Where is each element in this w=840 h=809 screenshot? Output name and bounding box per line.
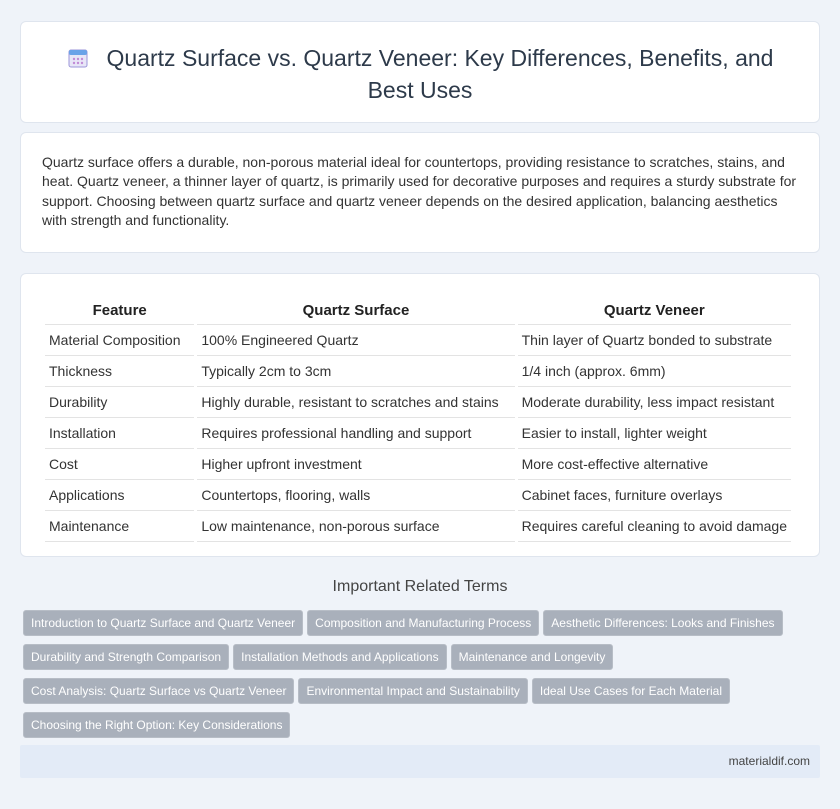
table-cell: Countertops, flooring, walls bbox=[197, 480, 514, 511]
table-row bbox=[45, 418, 791, 449]
related-term-tag[interactable]: Environmental Impact and Sustainability bbox=[298, 678, 527, 704]
page-title-text: Quartz Surface vs. Quartz Veneer: Key Differences, Benefits, and Best Uses bbox=[106, 45, 774, 103]
comparison-card bbox=[20, 273, 820, 557]
related-term-tag[interactable]: Composition and Manufacturing Process bbox=[307, 610, 539, 636]
table-cell: Low maintenance, non-porous surface bbox=[197, 511, 514, 542]
table-cell: More cost-effective alternative bbox=[518, 449, 791, 480]
table-row bbox=[45, 325, 791, 356]
table-row bbox=[45, 480, 791, 511]
table-cell: Requires careful cleaning to avoid damage bbox=[518, 511, 791, 542]
header-quartz-surface: Quartz Surface bbox=[197, 292, 514, 325]
header-feature: Feature bbox=[45, 292, 194, 325]
table-cell: Moderate durability, less impact resistant bbox=[518, 387, 791, 418]
related-terms-title: Important Related Terms bbox=[332, 578, 508, 595]
related-term-tag[interactable]: Cost Analysis: Quartz Surface vs Quartz Veneer bbox=[23, 678, 294, 704]
table-cell: Installation bbox=[45, 418, 194, 449]
table-header-row bbox=[45, 292, 791, 325]
related-term-tag[interactable]: Aesthetic Differences: Looks and Finishes bbox=[543, 610, 782, 636]
table-cell: Material Composition bbox=[45, 325, 194, 356]
table-cell: 1/4 inch (approx. 6mm) bbox=[518, 356, 791, 387]
table-cell: Higher upfront investment bbox=[197, 449, 514, 480]
table-cell: Typically 2cm to 3cm bbox=[197, 356, 514, 387]
table-row bbox=[45, 511, 791, 542]
table-cell: Requires professional handling and support bbox=[197, 418, 514, 449]
table-cell: Applications bbox=[45, 480, 194, 511]
table-cell: Durability bbox=[45, 387, 194, 418]
table-row bbox=[45, 449, 791, 480]
header-quartz-veneer: Quartz Veneer bbox=[518, 292, 791, 325]
comparison-table bbox=[42, 292, 794, 542]
footer-site-link[interactable]: materialdif.com bbox=[728, 754, 810, 768]
table-cell: Easier to install, lighter weight bbox=[518, 418, 791, 449]
table-row bbox=[45, 387, 791, 418]
intro-card bbox=[20, 132, 820, 253]
intro-text: Quartz surface offers a durable, non-porous material ideal for countertops, providing resistance to scratches, stains, and heat. Quartz veneer, a thinner layer of quartz, is primarily used for decorative purposes and requires a sturdy substrate for support. Choosing between quartz surface and quartz veneer depends on the desired application, balancing aesthetics with strength and functionality. bbox=[42, 154, 797, 228]
footer bbox=[20, 745, 820, 778]
related-term-tag[interactable]: Durability and Strength Comparison bbox=[23, 644, 229, 670]
page-title bbox=[61, 44, 779, 105]
table-cell: Cabinet faces, furniture overlays bbox=[518, 480, 791, 511]
table-cell: Maintenance bbox=[45, 511, 194, 542]
related-term-tag[interactable]: Introduction to Quartz Surface and Quartz Veneer bbox=[23, 610, 303, 636]
related-term-tag[interactable]: Ideal Use Cases for Each Material bbox=[532, 678, 730, 704]
table-cell: 100% Engineered Quartz bbox=[197, 325, 514, 356]
table-cell: Thickness bbox=[45, 356, 194, 387]
table-cell: Cost bbox=[45, 449, 194, 480]
header-card bbox=[20, 21, 820, 123]
table-cell: Highly durable, resistant to scratches and stains bbox=[197, 387, 514, 418]
table-row bbox=[45, 356, 791, 387]
related-terms-list bbox=[23, 610, 803, 746]
related-term-tag[interactable]: Choosing the Right Option: Key Considerations bbox=[23, 712, 290, 738]
table-cell: Thin layer of Quartz bonded to substrate bbox=[518, 325, 791, 356]
calendar-icon bbox=[67, 47, 89, 76]
related-term-tag[interactable]: Installation Methods and Applications bbox=[233, 644, 446, 670]
related-term-tag[interactable]: Maintenance and Longevity bbox=[451, 644, 614, 670]
